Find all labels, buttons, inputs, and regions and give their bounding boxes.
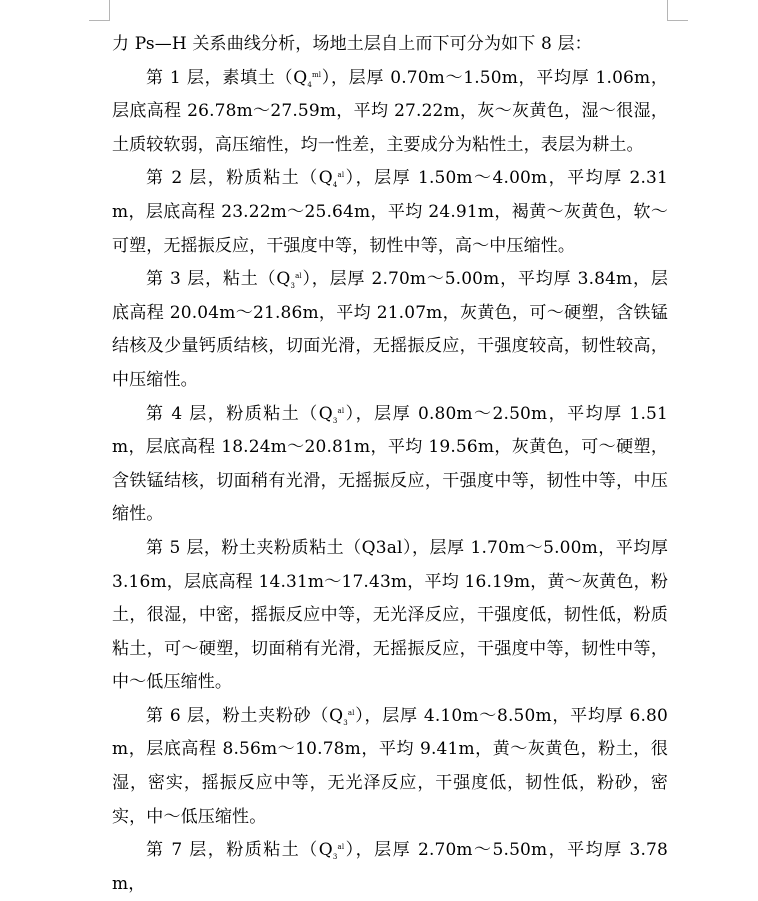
paragraph-text-continued: ），层厚 0.70m～1.50m，平均厚 1.06m，层底高程 26.78m～27.59m，平均 27.22m，灰～灰黄色，湿～很湿，土质较软弱，高压缩性，均一性差，主要成分为粘性土，表层为耕土。: [112, 67, 668, 155]
paragraph-text-continued: ），层厚 2.70m～5.00m，平均厚 3.84m，层底高程 20.04m～21.86m，平均 21.07m，灰黄色，可～硬塑，含铁锰结核及少量钙质结核，切面光滑，无摇振反应，干强度较高，韧性较高，中压缩性。: [112, 269, 668, 390]
paragraph-layer-7: [112, 834, 668, 901]
symbol-subscript: 3: [332, 416, 338, 425]
paragraph-text-continued: ），层厚 0.80m～2.50m，平均厚 1.51m，层底高程 18.24m～20.81m，平均 19.56m，灰黄色，可～硬塑，含铁锰结核，切面稍有光滑，无摇振反应，干强度中等，韧性中等，中压缩性。: [112, 403, 668, 525]
stratum-symbol: [319, 168, 344, 188]
paragraph-layer-4: [112, 398, 668, 532]
paragraph-layer-5: [112, 532, 668, 700]
paragraph-text: 力 Ps—H 关系曲线分析，场地土层自上而下可分为如下 8 层：: [112, 34, 592, 54]
paragraph-text: 第 2 层，粉质粘土（: [146, 168, 319, 189]
paragraph-text: 第 4 层，粉质粘土（: [146, 403, 319, 424]
symbol-subscript: 4: [307, 80, 312, 89]
paragraph-text-continued: ），层厚 4.10m～8.50m，平均厚 6.80m，层底高程 8.56m～10.78m，平均 9.41m，黄～灰黄色，粉土，很湿，密实，摇振反应中等，无光泽反应，干强度低，韧性低，粉砂，密实，中～低压缩性。: [112, 705, 668, 827]
paragraph-text: 第 7 层，粉质粘土（: [146, 840, 319, 861]
symbol-superscript: al: [347, 708, 355, 717]
symbol-superscript: al: [337, 406, 345, 415]
stratum-symbol: [329, 706, 354, 726]
symbol-subscript: 3: [332, 853, 338, 862]
paragraph-text-continued: ），层厚 1.50m～4.00m，平均厚 2.31m，层底高程 23.22m～25.64m，平均 24.91m，褐黄～灰黄色，软～可塑，无摇振反应，干强度中等，韧性中等，高～中压缩性。: [112, 168, 668, 256]
page-corner-mark-right: [667, 0, 688, 21]
symbol-superscript: al: [337, 843, 345, 852]
symbol-base: Q: [318, 403, 333, 424]
paragraph-text: 第 5 层，粉土夹粉质粘土（Q3al），层厚 1.70m～5.00m，平均厚 3.16m，层底高程 14.31m～17.43m，平均 16.19m，黄～灰黄色，粉土，很湿，中密，摇振反应中等，无光泽反应，干强度低，韧性低，粉质粘土，可～硬塑，切面稍有光滑，无摇振反应，干强度中等，韧性中等，中～低压缩性。: [112, 537, 668, 693]
symbol-base: Q: [318, 840, 333, 861]
paragraph-layer-3: [112, 263, 668, 397]
paragraph-text: 第 3 层，粘土（: [146, 269, 277, 290]
paragraph-layer-6: [112, 700, 668, 834]
page-corner-mark-left: [89, 0, 110, 21]
symbol-subscript: 3: [343, 718, 348, 727]
symbol-superscript: al: [295, 272, 302, 281]
symbol-base: Q: [276, 269, 291, 290]
symbol-subscript: 3: [290, 282, 296, 291]
document-body[interactable]: [112, 28, 668, 901]
symbol-superscript: al: [337, 171, 345, 180]
symbol-base: Q: [293, 67, 308, 88]
stratum-symbol: [319, 840, 344, 860]
symbol-base: Q: [318, 168, 333, 189]
symbol-superscript: ml: [311, 70, 322, 79]
paragraph-layer-2: [112, 162, 668, 263]
paragraph-intro: [112, 28, 668, 62]
stratum-symbol: [276, 269, 301, 289]
paragraph-text-continued: ），层厚 2.70m～5.50m，平均厚 3.78m，: [112, 840, 668, 894]
stratum-symbol: [293, 68, 321, 88]
paragraph-text: 第 1 层，素填土（: [146, 67, 294, 88]
paragraph-layer-1: [112, 62, 668, 163]
symbol-base: Q: [329, 705, 344, 726]
paragraph-text: 第 6 层，粉土夹粉砂（: [146, 705, 330, 726]
stratum-symbol: [319, 404, 344, 424]
symbol-subscript: 4: [332, 181, 338, 190]
